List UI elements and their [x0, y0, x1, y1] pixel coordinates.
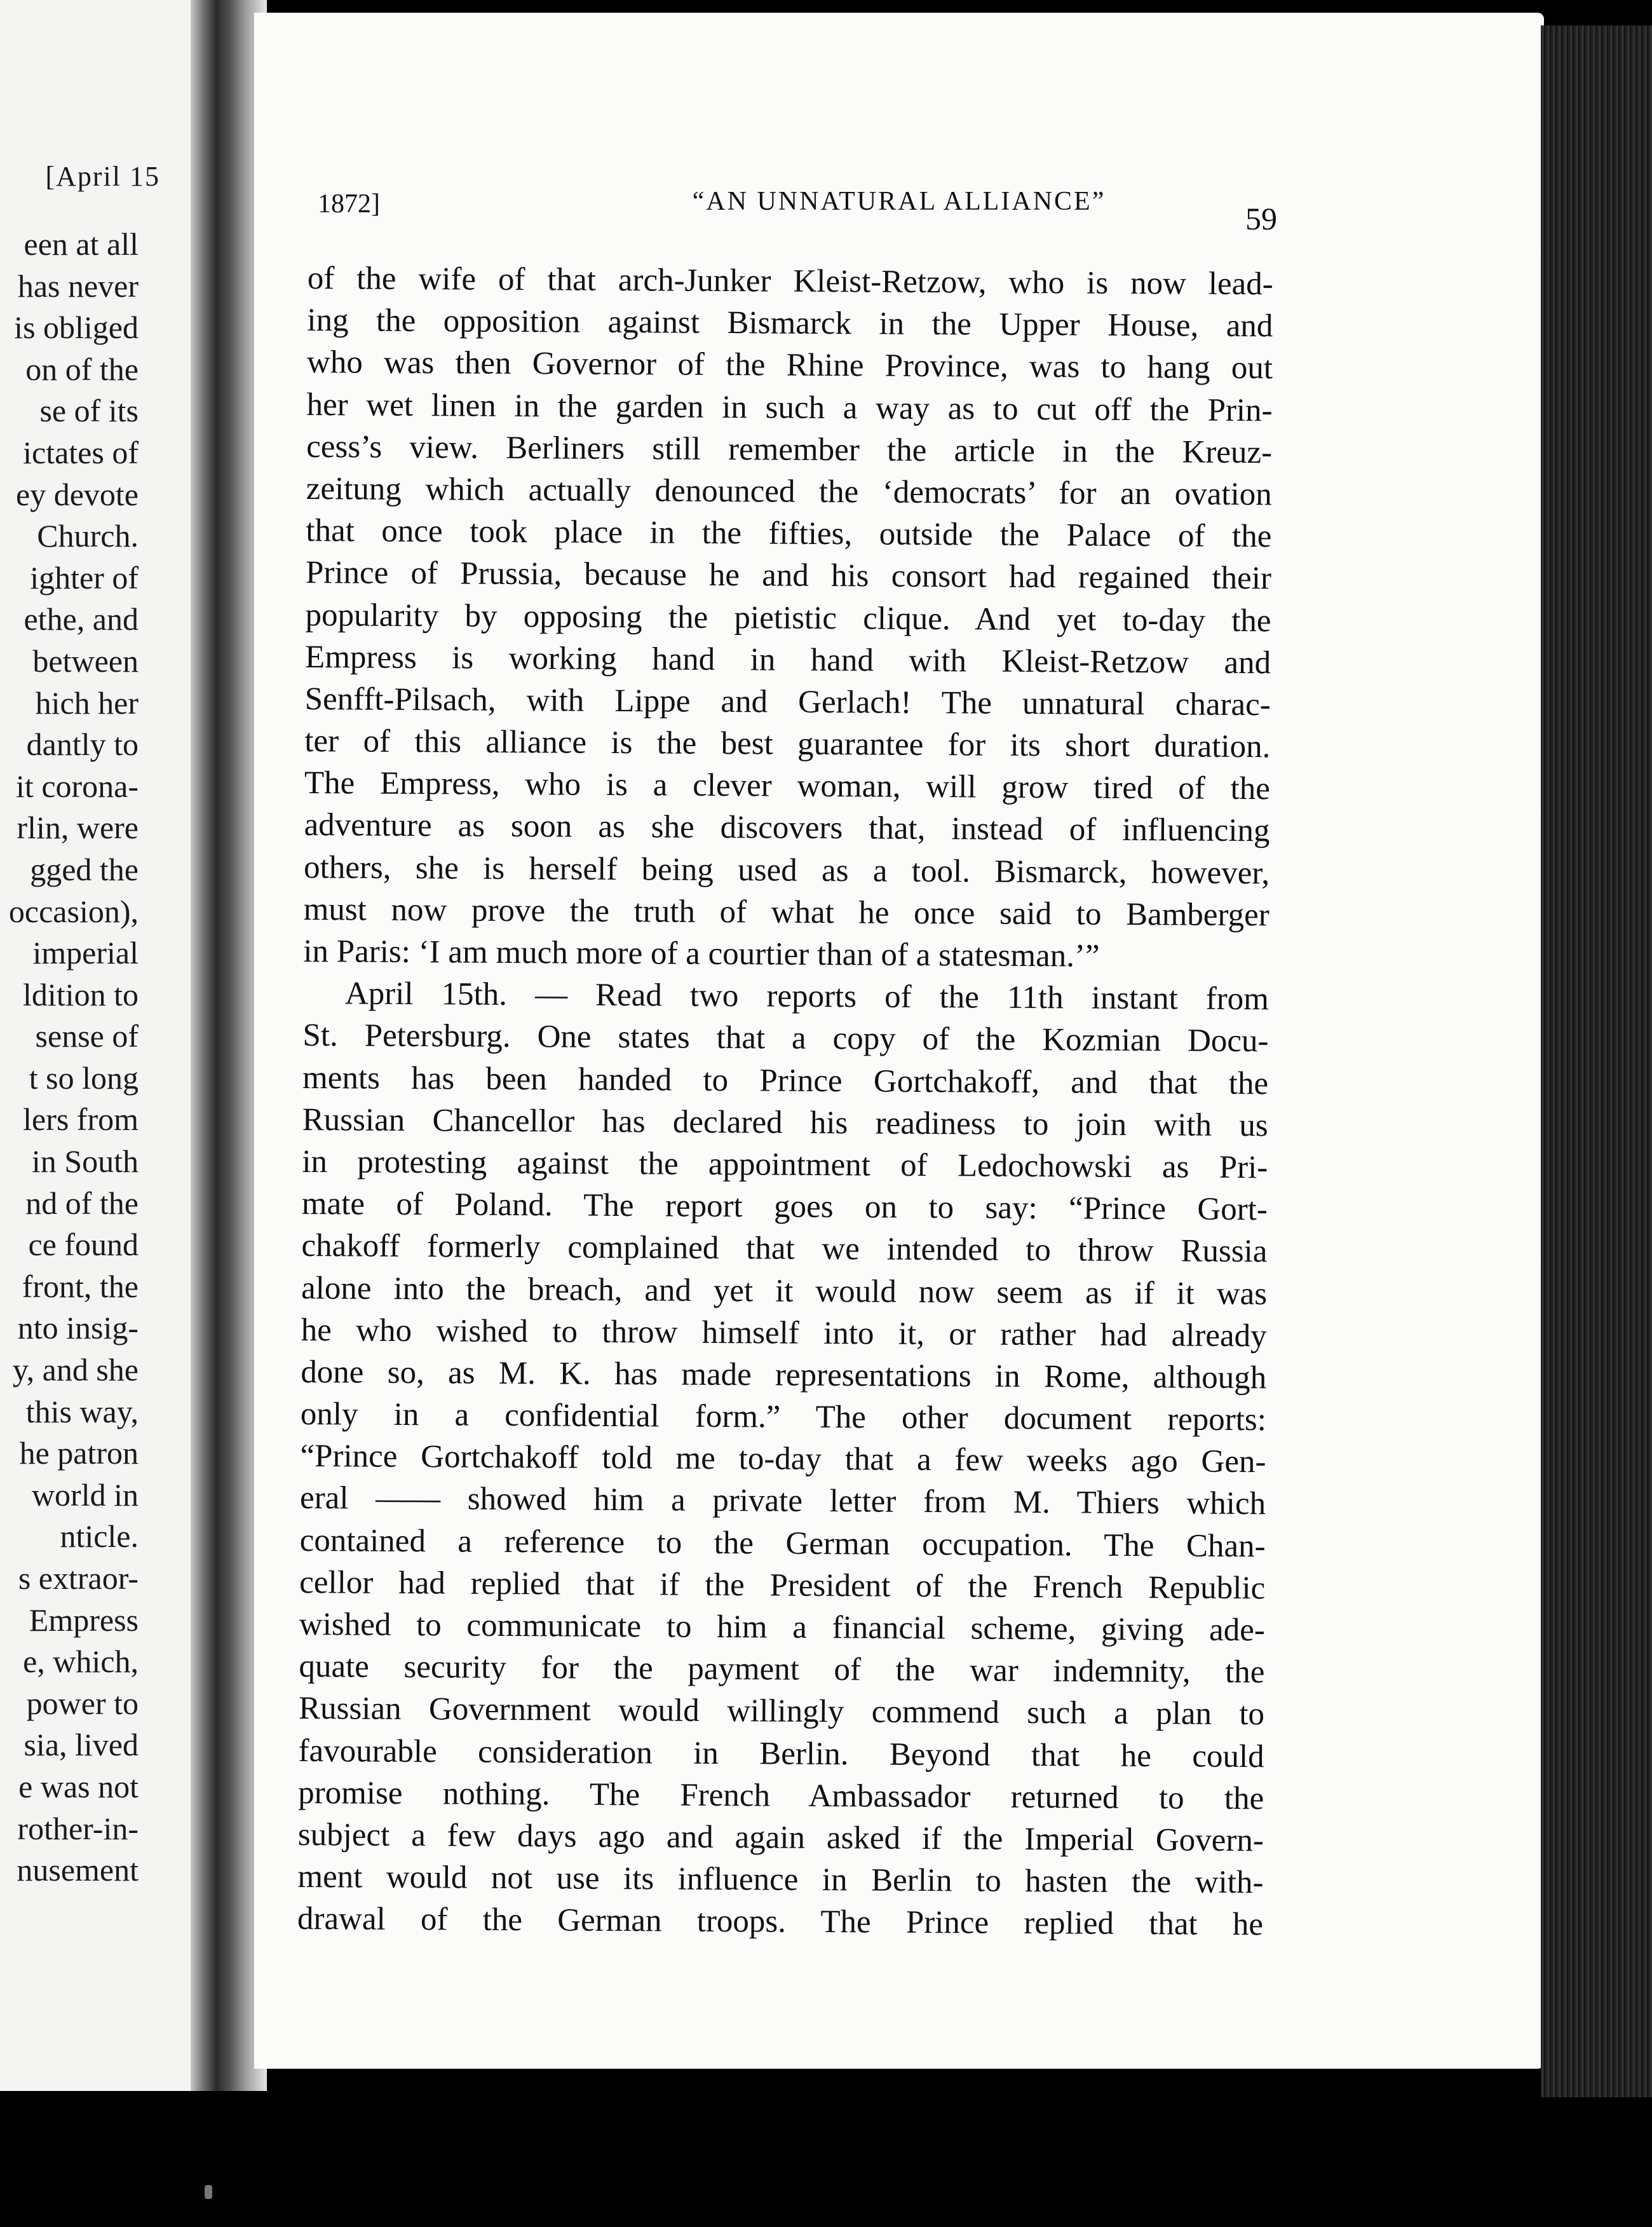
left-page-line: world in	[31, 1476, 139, 1513]
body-text-line: of the wife of that arch-Junker Kleist-Retzow, who is now lead-	[307, 260, 1273, 303]
body-text-line: Russian Chancellor has declared his readiness to join with us	[302, 1101, 1268, 1144]
body-text-line: drawal of the German troops. The Prince replied that he	[297, 1901, 1264, 1943]
left-page-line: he patron	[19, 1435, 139, 1471]
left-page-line: gged the	[30, 851, 139, 887]
body-text-line: contained a reference to the German occupation. The Chan-	[299, 1522, 1266, 1564]
body-text-line: promise nothing. The French Ambassador returned to the	[298, 1774, 1264, 1816]
left-page-line: on of the	[25, 351, 139, 387]
body-text-line: who was then Governor of the Rhine Province, was to hang out	[306, 344, 1273, 386]
left-facing-page	[0, 0, 191, 2091]
body-text-line: done so, as M. K. has made representations in Rome, although	[301, 1354, 1267, 1396]
book-fore-edge	[1541, 25, 1652, 2097]
left-page-line: ldition to	[23, 976, 139, 1012]
body-text-line: eral —— showed him a private letter from M. Thiers which	[299, 1480, 1266, 1522]
body-text-line: ment would not use its influence in Berlin to hasten the with-	[297, 1859, 1264, 1901]
page-number: 59	[1245, 201, 1277, 236]
left-page-line: rlin, were	[17, 810, 139, 846]
body-text-line: Empress is working hand in hand with Kleist-Retzow and	[304, 639, 1271, 681]
body-text-line: in protesting against the appointment of Ledochowski as Pri-	[302, 1143, 1268, 1186]
left-page-line: power to	[26, 1685, 139, 1721]
left-page-line: sense of	[35, 1018, 139, 1054]
body-text-line: only in a confidential form.” The other document reports:	[300, 1396, 1267, 1438]
left-page-line: nd of the	[25, 1185, 139, 1221]
left-page-line: Empress	[29, 1602, 139, 1638]
body-text-line: ments has been handed to Prince Gortchakoff, and that the	[302, 1059, 1269, 1101]
body-text-line: in Paris: ‘I am much more of a courtier than of a statesman.’”	[303, 933, 1100, 974]
left-page-line: rother-in-	[17, 1810, 139, 1846]
left-page-line: imperial	[32, 935, 139, 971]
body-text-line: ing the opposition against Bismarck in the Upper House, and	[307, 303, 1273, 344]
left-page-line: sia, lived	[24, 1727, 139, 1763]
body-text-line: zeitung which actually denounced the ‘democrats’ for an ovation	[306, 470, 1272, 513]
body-text-line: cellor had replied that if the President of the French Republic	[299, 1564, 1266, 1607]
left-page-line: is obliged	[14, 310, 139, 346]
left-page-line: this way,	[25, 1393, 139, 1429]
body-text-line: alone into the breach, and yet it would now seem as if it was	[301, 1270, 1268, 1312]
body-text-line: cess’s view. Berliners still remember the article in the Kreuz-	[306, 428, 1273, 471]
left-page-line: it corona-	[16, 768, 139, 804]
running-head-year: 1872]	[318, 189, 380, 219]
body-text-line: must now prove the truth of what he once said to Bamberger	[303, 891, 1269, 934]
left-page-header: [April 15	[45, 161, 160, 192]
left-page-line: y, and she	[12, 1352, 139, 1388]
right-main-page	[254, 13, 1544, 2069]
body-text-line: adventure as soon as she discovers that, instead of influencing	[304, 807, 1270, 849]
left-page-line: s extraor-	[18, 1560, 139, 1596]
left-page-line: se of its	[39, 393, 139, 429]
left-page-line: has never	[17, 268, 139, 304]
body-text-line: favourable consideration in Berlin. Beyond that he could	[298, 1733, 1264, 1774]
left-page-line: e was not	[18, 1768, 139, 1804]
left-page-line: in South	[31, 1143, 139, 1180]
scan-speck	[205, 2185, 212, 2199]
body-text-line: Senfft-Pilsach, with Lippe and Gerlach! The unnatural charac-	[304, 681, 1271, 723]
body-text-line: April 15th. — Read two reports of the 11th instant from	[344, 976, 1269, 1018]
body-text-line: ter of this alliance is the best guarantee for its short duration.	[304, 723, 1271, 765]
left-page-line: een at all	[24, 226, 139, 262]
running-head-title: “AN UNNATURAL ALLIANCE”	[692, 187, 1106, 216]
body-text-line: that once took place in the fifties, outside the Palace of the	[306, 513, 1272, 555]
body-text-line: her wet linen in the garden in such a way as to cut off the Prin-	[306, 386, 1273, 428]
left-page-line: ethe, and	[24, 601, 139, 637]
body-text-line: “Prince Gortchakoff told me to-day that a few weeks ago Gen-	[300, 1438, 1266, 1480]
left-page-line: nusement	[17, 1852, 139, 1888]
left-page-line: dantly to	[26, 726, 139, 763]
left-page-line: nto insig-	[17, 1310, 139, 1346]
body-text-line: Russian Government would willingly commend such a plan to	[298, 1691, 1265, 1733]
left-page-line: between	[32, 643, 139, 679]
body-text-line: wished to communicate to him a financial scheme, giving ade-	[299, 1606, 1266, 1649]
left-page-line: nticle.	[60, 1518, 139, 1555]
left-page-line: lers from	[23, 1101, 139, 1138]
body-text-line: others, she is herself being used as a tool. Bismarck, however,	[303, 849, 1270, 891]
body-text-line: The Empress, who is a clever woman, will grow tired of the	[304, 765, 1271, 807]
left-page-line: ictates of	[23, 434, 139, 470]
body-text-line: Prince of Prussia, because he and his consort had regained their	[305, 555, 1272, 597]
body-text-line: mate of Poland. The report goes on to say: “Prince Gort-	[301, 1186, 1268, 1228]
left-page-line: ce found	[28, 1227, 139, 1263]
left-page-text	[9, 224, 139, 1891]
left-page-line: front, the	[22, 1268, 139, 1304]
body-text-line: chakoff formerly complained that we intended to throw Russia	[301, 1228, 1268, 1270]
left-page-line: Church.	[37, 518, 139, 554]
body-text-line: subject a few days ago and again asked if the Imperial Govern-	[297, 1816, 1264, 1859]
left-page-line: e, which,	[23, 1644, 139, 1680]
left-page-line: t so long	[29, 1059, 139, 1096]
left-page-line: ighter of	[30, 559, 139, 596]
body-text-line: St. Petersburg. One states that a copy of the Kozmian Docu-	[302, 1018, 1269, 1059]
body-text-line: popularity by opposing the pietistic clique. And yet to-day the	[305, 597, 1271, 639]
body-text-line: he who wished to throw himself into it, or rather had already	[301, 1312, 1267, 1354]
body-text	[297, 257, 1273, 1946]
left-page-line: hich her	[35, 684, 139, 721]
left-page-line: ey devote	[16, 476, 139, 512]
left-page-line: occasion),	[8, 893, 139, 929]
body-text-line: quate security for the payment of the war indemnity, the	[299, 1649, 1265, 1691]
